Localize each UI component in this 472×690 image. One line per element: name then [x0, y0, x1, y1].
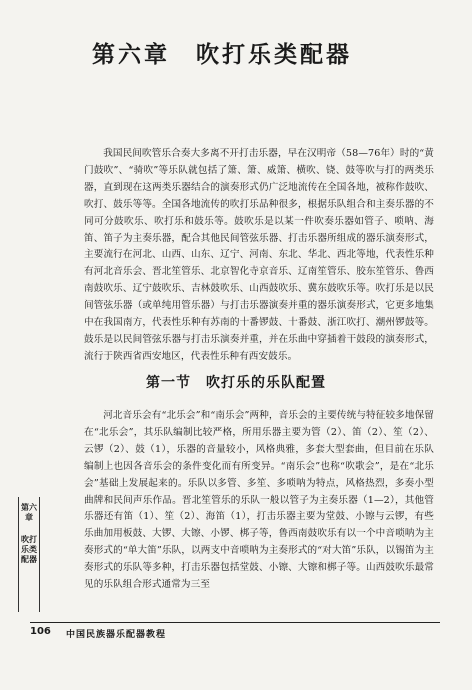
intro-paragraph: 我国民间吹管乐合奏大多离不开打击乐器，早在汉明帝（58—76年）时的“黄门鼓吹”、“骑吹”等乐队就包括了箫、箫、威箫、横吹、铙、鼓等吹与打的两类乐器，直到现在这两类乐器结合的演奏形式仍广泛地流传在全国各地，被称作鼓吹、吹打、鼓乐等等。全国各地流传的吹打乐品种很多，根据乐队组合和主奏乐器的不同可分鼓吹乐、吹打乐和鼓乐等。鼓吹乐是以某一件吹奏乐器如管子、唢呐、海笛、笛子为主奏乐器，配合其他民间管弦乐器、打击乐器所组成的器乐演奏形式，主要流行在河北、山西、山东、辽宁、河南、东北、华北、西北等地，代表性乐种有河北音乐会、晋北笙管乐、北京智化寺京音乐、辽南笙管乐、胶东笙管乐、鲁西南鼓吹乐、辽宁鼓吹乐、吉林鼓吹乐、山西鼓吹乐、冀东鼓吹乐等。吹打乐是以民间管弦乐器（或单纯用管乐器）与打击乐器演奏并重的器乐演奏形式，它更多地集中在我国南方，代表性乐种有苏南的十番锣鼓、十番鼓、浙江吹打、潮州锣鼓等。鼓乐是以民间管弦乐器与打击乐演奏并重，并在乐曲中穿插着干鼓段的演奏形式，流行于陕西省西安地区，代表性乐种有西安鼓乐。	[84, 148, 434, 362]
chapter-title: 第六章 吹打乐类配器	[92, 42, 352, 68]
margin-chapter-tab	[18, 497, 40, 612]
footer-rule	[30, 622, 440, 623]
page-number: 106	[30, 626, 51, 637]
section-title: 第一节 吹打乐的乐队配置	[146, 375, 326, 391]
running-title: 中国民族器乐配器教程	[66, 630, 167, 640]
margin-tab-name: 吹打乐类配器	[21, 535, 37, 564]
margin-tab-chapter: 第六章	[21, 503, 37, 522]
body-paragraph: 河北音乐会有“北乐会”和“南乐会”两种，音乐会的主要传统与特征较多地保留在“北乐会”，其乐队编制比较严格，所用乐器主要为管（2）、笛（2）、笙（2）、云锣（2）、鼓（1），乐器的音量较小，风格典雅，多套大型套曲，但目前在乐队编制上也因各音乐会的条件变化而有所变异。“南乐会”也称“吹歌会”，是在“北乐会”基础上发展起来的。乐队以多管、多笙、多唢呐为特点，风格热烈，多奏小型曲牌和民间声乐作品。晋北笙管乐的乐队一般以管子为主奏乐器（1—2），其他管乐器还有笛（1）、笙（2）、海笛（1），打击乐器主要为堂鼓、小镲与云锣，有些乐曲加用板鼓、大锣、大镲、小锣、梆子等，鲁西南鼓吹乐有以一个中音唢呐为主奏形式的“单大笛”乐队，以两支中音唢呐为主奏形式的“对大笛”乐队，以锡笛为主奏形式的乐队等多种，打击乐器包括堂鼓、小镲、大镲和梆子等。山西鼓吹乐最常见的乐队组合形式通常为三至	[84, 410, 434, 591]
